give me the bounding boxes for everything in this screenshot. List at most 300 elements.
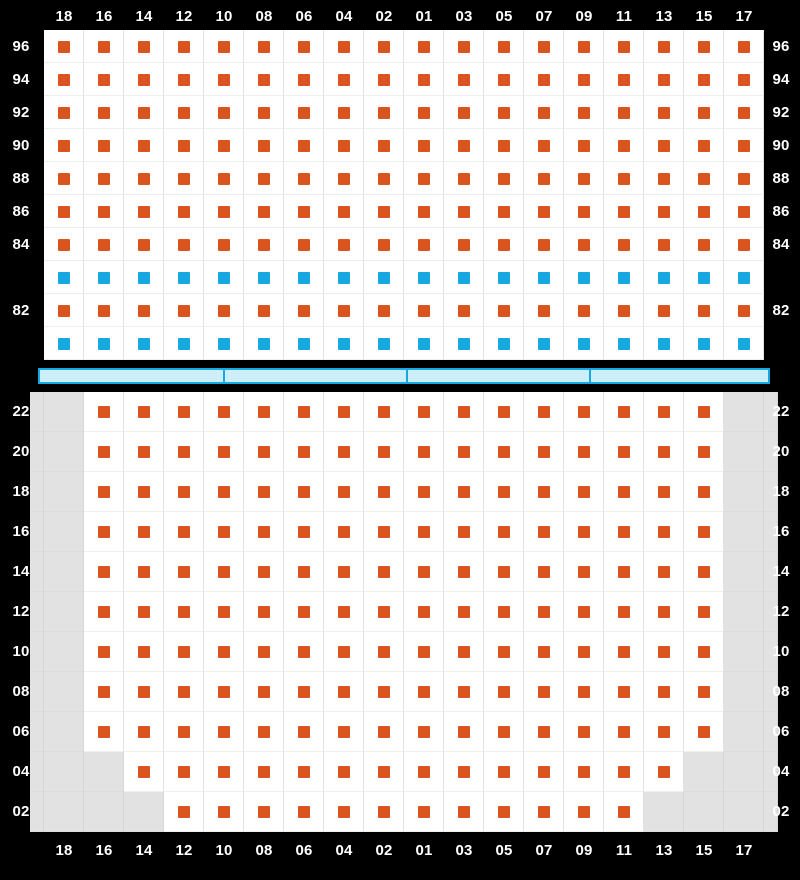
seat-22-02[interactable] xyxy=(378,406,390,418)
seat-82-03[interactable] xyxy=(458,305,470,317)
seat-06-07[interactable] xyxy=(538,726,550,738)
seat-10-15[interactable] xyxy=(698,646,710,658)
seat-96-09[interactable] xyxy=(578,41,590,53)
seat-02-07[interactable] xyxy=(538,806,550,818)
seat-84-14[interactable] xyxy=(138,239,150,251)
seat-08-08[interactable] xyxy=(258,686,270,698)
seat-06-13[interactable] xyxy=(658,726,670,738)
seat-82-10[interactable] xyxy=(218,305,230,317)
seat-20-05[interactable] xyxy=(498,446,510,458)
seat-92-18[interactable] xyxy=(58,107,70,119)
seat-90-01[interactable] xyxy=(418,140,430,152)
seat-18-03[interactable] xyxy=(458,486,470,498)
seat-96-12[interactable] xyxy=(178,41,190,53)
seat-90-09[interactable] xyxy=(578,140,590,152)
seat-16-05[interactable] xyxy=(498,526,510,538)
seat-82b-13[interactable] xyxy=(658,338,670,350)
seat-10-13[interactable] xyxy=(658,646,670,658)
seat-86-09[interactable] xyxy=(578,206,590,218)
seat-84-03[interactable] xyxy=(458,239,470,251)
seat-82-02[interactable] xyxy=(378,305,390,317)
seat-14-15[interactable] xyxy=(698,566,710,578)
seat-20-07[interactable] xyxy=(538,446,550,458)
seat-02-06[interactable] xyxy=(298,806,310,818)
seat-84b-14[interactable] xyxy=(138,272,150,284)
seat-94-07[interactable] xyxy=(538,74,550,86)
seat-82-06[interactable] xyxy=(298,305,310,317)
seat-14-04[interactable] xyxy=(338,566,350,578)
seat-04-11[interactable] xyxy=(618,766,630,778)
seat-94-12[interactable] xyxy=(178,74,190,86)
seat-96-05[interactable] xyxy=(498,41,510,53)
seat-90-10[interactable] xyxy=(218,140,230,152)
seat-88-17[interactable] xyxy=(738,173,750,185)
seat-88-12[interactable] xyxy=(178,173,190,185)
seat-82b-17[interactable] xyxy=(738,338,750,350)
seat-82b-06[interactable] xyxy=(298,338,310,350)
seat-22-06[interactable] xyxy=(298,406,310,418)
seat-84-09[interactable] xyxy=(578,239,590,251)
seat-90-12[interactable] xyxy=(178,140,190,152)
seat-82-17[interactable] xyxy=(738,305,750,317)
seat-04-05[interactable] xyxy=(498,766,510,778)
seat-08-04[interactable] xyxy=(338,686,350,698)
seat-92-06[interactable] xyxy=(298,107,310,119)
seat-18-11[interactable] xyxy=(618,486,630,498)
seat-16-16[interactable] xyxy=(98,526,110,538)
seat-84-13[interactable] xyxy=(658,239,670,251)
seat-88-13[interactable] xyxy=(658,173,670,185)
seat-92-10[interactable] xyxy=(218,107,230,119)
seat-96-16[interactable] xyxy=(98,41,110,53)
seat-94-06[interactable] xyxy=(298,74,310,86)
seat-92-02[interactable] xyxy=(378,107,390,119)
seat-96-06[interactable] xyxy=(298,41,310,53)
seat-18-13[interactable] xyxy=(658,486,670,498)
seat-84b-15[interactable] xyxy=(698,272,710,284)
seat-08-13[interactable] xyxy=(658,686,670,698)
seat-96-18[interactable] xyxy=(58,41,70,53)
seat-82b-14[interactable] xyxy=(138,338,150,350)
seat-82b-03[interactable] xyxy=(458,338,470,350)
seat-22-11[interactable] xyxy=(618,406,630,418)
seat-02-08[interactable] xyxy=(258,806,270,818)
seat-08-14[interactable] xyxy=(138,686,150,698)
seat-18-01[interactable] xyxy=(418,486,430,498)
seat-12-04[interactable] xyxy=(338,606,350,618)
seat-14-01[interactable] xyxy=(418,566,430,578)
seat-92-12[interactable] xyxy=(178,107,190,119)
seat-82b-05[interactable] xyxy=(498,338,510,350)
seat-04-09[interactable] xyxy=(578,766,590,778)
seat-94-13[interactable] xyxy=(658,74,670,86)
seat-08-07[interactable] xyxy=(538,686,550,698)
seat-84-10[interactable] xyxy=(218,239,230,251)
seat-94-01[interactable] xyxy=(418,74,430,86)
seat-88-15[interactable] xyxy=(698,173,710,185)
seat-02-01[interactable] xyxy=(418,806,430,818)
seat-14-11[interactable] xyxy=(618,566,630,578)
seat-04-13[interactable] xyxy=(658,766,670,778)
seat-88-05[interactable] xyxy=(498,173,510,185)
seat-82-11[interactable] xyxy=(618,305,630,317)
seat-82-07[interactable] xyxy=(538,305,550,317)
seat-84-12[interactable] xyxy=(178,239,190,251)
seat-06-16[interactable] xyxy=(98,726,110,738)
seat-08-15[interactable] xyxy=(698,686,710,698)
seat-10-03[interactable] xyxy=(458,646,470,658)
seat-94-17[interactable] xyxy=(738,74,750,86)
seat-84-15[interactable] xyxy=(698,239,710,251)
seat-04-02[interactable] xyxy=(378,766,390,778)
seat-90-16[interactable] xyxy=(98,140,110,152)
seat-90-14[interactable] xyxy=(138,140,150,152)
seat-92-04[interactable] xyxy=(338,107,350,119)
seat-82-09[interactable] xyxy=(578,305,590,317)
seat-82b-12[interactable] xyxy=(178,338,190,350)
seat-82b-08[interactable] xyxy=(258,338,270,350)
seat-82b-02[interactable] xyxy=(378,338,390,350)
seat-16-10[interactable] xyxy=(218,526,230,538)
seat-88-08[interactable] xyxy=(258,173,270,185)
seat-84-04[interactable] xyxy=(338,239,350,251)
seat-10-06[interactable] xyxy=(298,646,310,658)
seat-18-08[interactable] xyxy=(258,486,270,498)
seat-84-07[interactable] xyxy=(538,239,550,251)
seat-14-06[interactable] xyxy=(298,566,310,578)
seat-94-10[interactable] xyxy=(218,74,230,86)
seat-94-09[interactable] xyxy=(578,74,590,86)
seat-86-04[interactable] xyxy=(338,206,350,218)
seat-84b-17[interactable] xyxy=(738,272,750,284)
seat-82b-09[interactable] xyxy=(578,338,590,350)
seat-16-06[interactable] xyxy=(298,526,310,538)
seat-04-06[interactable] xyxy=(298,766,310,778)
seat-22-13[interactable] xyxy=(658,406,670,418)
seat-16-12[interactable] xyxy=(178,526,190,538)
seat-82-15[interactable] xyxy=(698,305,710,317)
seat-94-03[interactable] xyxy=(458,74,470,86)
seat-82b-10[interactable] xyxy=(218,338,230,350)
seat-82b-18[interactable] xyxy=(58,338,70,350)
seat-96-11[interactable] xyxy=(618,41,630,53)
seat-22-16[interactable] xyxy=(98,406,110,418)
seat-22-12[interactable] xyxy=(178,406,190,418)
seat-12-01[interactable] xyxy=(418,606,430,618)
seat-86-14[interactable] xyxy=(138,206,150,218)
seat-82-01[interactable] xyxy=(418,305,430,317)
seat-04-10[interactable] xyxy=(218,766,230,778)
seat-18-05[interactable] xyxy=(498,486,510,498)
seat-84-11[interactable] xyxy=(618,239,630,251)
seat-02-02[interactable] xyxy=(378,806,390,818)
seat-04-08[interactable] xyxy=(258,766,270,778)
seat-10-11[interactable] xyxy=(618,646,630,658)
seat-10-04[interactable] xyxy=(338,646,350,658)
seat-88-04[interactable] xyxy=(338,173,350,185)
seat-86-07[interactable] xyxy=(538,206,550,218)
seat-84b-10[interactable] xyxy=(218,272,230,284)
seat-88-01[interactable] xyxy=(418,173,430,185)
seat-22-04[interactable] xyxy=(338,406,350,418)
seat-18-16[interactable] xyxy=(98,486,110,498)
seat-18-12[interactable] xyxy=(178,486,190,498)
seat-18-10[interactable] xyxy=(218,486,230,498)
seat-18-09[interactable] xyxy=(578,486,590,498)
seat-20-06[interactable] xyxy=(298,446,310,458)
seat-08-01[interactable] xyxy=(418,686,430,698)
seat-88-10[interactable] xyxy=(218,173,230,185)
seat-82b-15[interactable] xyxy=(698,338,710,350)
seat-12-06[interactable] xyxy=(298,606,310,618)
seat-86-18[interactable] xyxy=(58,206,70,218)
seat-84b-02[interactable] xyxy=(378,272,390,284)
seat-12-05[interactable] xyxy=(498,606,510,618)
seat-12-09[interactable] xyxy=(578,606,590,618)
seat-82b-04[interactable] xyxy=(338,338,350,350)
seat-84b-04[interactable] xyxy=(338,272,350,284)
seat-06-04[interactable] xyxy=(338,726,350,738)
seat-96-13[interactable] xyxy=(658,41,670,53)
seat-20-04[interactable] xyxy=(338,446,350,458)
seat-84b-06[interactable] xyxy=(298,272,310,284)
seat-94-14[interactable] xyxy=(138,74,150,86)
seat-84b-11[interactable] xyxy=(618,272,630,284)
seat-22-03[interactable] xyxy=(458,406,470,418)
seat-20-10[interactable] xyxy=(218,446,230,458)
seat-94-02[interactable] xyxy=(378,74,390,86)
seat-08-12[interactable] xyxy=(178,686,190,698)
seat-82b-07[interactable] xyxy=(538,338,550,350)
seat-02-05[interactable] xyxy=(498,806,510,818)
seat-14-09[interactable] xyxy=(578,566,590,578)
seat-86-06[interactable] xyxy=(298,206,310,218)
seat-96-01[interactable] xyxy=(418,41,430,53)
seat-88-18[interactable] xyxy=(58,173,70,185)
seat-06-08[interactable] xyxy=(258,726,270,738)
seat-10-05[interactable] xyxy=(498,646,510,658)
seat-06-09[interactable] xyxy=(578,726,590,738)
seat-08-03[interactable] xyxy=(458,686,470,698)
seat-84-02[interactable] xyxy=(378,239,390,251)
seat-90-11[interactable] xyxy=(618,140,630,152)
seat-82-14[interactable] xyxy=(138,305,150,317)
seat-90-18[interactable] xyxy=(58,140,70,152)
seat-08-02[interactable] xyxy=(378,686,390,698)
seat-86-10[interactable] xyxy=(218,206,230,218)
seat-84-17[interactable] xyxy=(738,239,750,251)
seat-18-07[interactable] xyxy=(538,486,550,498)
seat-96-10[interactable] xyxy=(218,41,230,53)
seat-14-02[interactable] xyxy=(378,566,390,578)
seat-94-05[interactable] xyxy=(498,74,510,86)
seat-14-07[interactable] xyxy=(538,566,550,578)
seat-08-09[interactable] xyxy=(578,686,590,698)
seat-88-07[interactable] xyxy=(538,173,550,185)
seat-88-06[interactable] xyxy=(298,173,310,185)
seat-96-07[interactable] xyxy=(538,41,550,53)
seat-96-17[interactable] xyxy=(738,41,750,53)
seat-08-06[interactable] xyxy=(298,686,310,698)
seat-18-04[interactable] xyxy=(338,486,350,498)
seat-82-08[interactable] xyxy=(258,305,270,317)
seat-84b-07[interactable] xyxy=(538,272,550,284)
seat-16-02[interactable] xyxy=(378,526,390,538)
seat-84-05[interactable] xyxy=(498,239,510,251)
seat-08-16[interactable] xyxy=(98,686,110,698)
seat-96-04[interactable] xyxy=(338,41,350,53)
seat-16-01[interactable] xyxy=(418,526,430,538)
seat-82-16[interactable] xyxy=(98,305,110,317)
seat-02-03[interactable] xyxy=(458,806,470,818)
seat-20-03[interactable] xyxy=(458,446,470,458)
seat-82-18[interactable] xyxy=(58,305,70,317)
seat-86-03[interactable] xyxy=(458,206,470,218)
seat-94-15[interactable] xyxy=(698,74,710,86)
seat-20-13[interactable] xyxy=(658,446,670,458)
seat-86-16[interactable] xyxy=(98,206,110,218)
seat-22-09[interactable] xyxy=(578,406,590,418)
seat-92-15[interactable] xyxy=(698,107,710,119)
seat-84-01[interactable] xyxy=(418,239,430,251)
seat-90-06[interactable] xyxy=(298,140,310,152)
seat-12-02[interactable] xyxy=(378,606,390,618)
seat-96-08[interactable] xyxy=(258,41,270,53)
seat-92-09[interactable] xyxy=(578,107,590,119)
seat-12-03[interactable] xyxy=(458,606,470,618)
seat-86-11[interactable] xyxy=(618,206,630,218)
seat-12-15[interactable] xyxy=(698,606,710,618)
seat-14-05[interactable] xyxy=(498,566,510,578)
seat-84b-08[interactable] xyxy=(258,272,270,284)
seat-20-14[interactable] xyxy=(138,446,150,458)
seat-92-17[interactable] xyxy=(738,107,750,119)
seat-12-07[interactable] xyxy=(538,606,550,618)
seat-84-18[interactable] xyxy=(58,239,70,251)
seat-06-03[interactable] xyxy=(458,726,470,738)
seat-88-03[interactable] xyxy=(458,173,470,185)
seat-96-14[interactable] xyxy=(138,41,150,53)
seat-86-15[interactable] xyxy=(698,206,710,218)
seat-22-14[interactable] xyxy=(138,406,150,418)
seat-88-14[interactable] xyxy=(138,173,150,185)
seat-22-15[interactable] xyxy=(698,406,710,418)
seat-02-09[interactable] xyxy=(578,806,590,818)
seat-90-02[interactable] xyxy=(378,140,390,152)
seat-92-07[interactable] xyxy=(538,107,550,119)
seat-88-16[interactable] xyxy=(98,173,110,185)
seat-12-10[interactable] xyxy=(218,606,230,618)
seat-04-03[interactable] xyxy=(458,766,470,778)
seat-16-15[interactable] xyxy=(698,526,710,538)
seat-10-01[interactable] xyxy=(418,646,430,658)
seat-06-12[interactable] xyxy=(178,726,190,738)
seat-12-13[interactable] xyxy=(658,606,670,618)
seat-14-12[interactable] xyxy=(178,566,190,578)
seat-96-15[interactable] xyxy=(698,41,710,53)
seat-84b-03[interactable] xyxy=(458,272,470,284)
seat-86-02[interactable] xyxy=(378,206,390,218)
seat-02-10[interactable] xyxy=(218,806,230,818)
seat-14-14[interactable] xyxy=(138,566,150,578)
seat-94-18[interactable] xyxy=(58,74,70,86)
seat-96-03[interactable] xyxy=(458,41,470,53)
seat-86-08[interactable] xyxy=(258,206,270,218)
seat-82b-11[interactable] xyxy=(618,338,630,350)
seat-02-04[interactable] xyxy=(338,806,350,818)
seat-92-11[interactable] xyxy=(618,107,630,119)
seat-14-10[interactable] xyxy=(218,566,230,578)
seat-86-13[interactable] xyxy=(658,206,670,218)
seat-94-08[interactable] xyxy=(258,74,270,86)
seat-04-12[interactable] xyxy=(178,766,190,778)
seat-82-04[interactable] xyxy=(338,305,350,317)
seat-10-07[interactable] xyxy=(538,646,550,658)
seat-16-14[interactable] xyxy=(138,526,150,538)
seat-88-02[interactable] xyxy=(378,173,390,185)
seat-84-16[interactable] xyxy=(98,239,110,251)
seat-08-11[interactable] xyxy=(618,686,630,698)
seat-84b-12[interactable] xyxy=(178,272,190,284)
seat-20-08[interactable] xyxy=(258,446,270,458)
seat-22-08[interactable] xyxy=(258,406,270,418)
seat-10-02[interactable] xyxy=(378,646,390,658)
seat-14-03[interactable] xyxy=(458,566,470,578)
seat-82-13[interactable] xyxy=(658,305,670,317)
seat-12-08[interactable] xyxy=(258,606,270,618)
seat-12-12[interactable] xyxy=(178,606,190,618)
seat-18-15[interactable] xyxy=(698,486,710,498)
seat-92-03[interactable] xyxy=(458,107,470,119)
seat-02-11[interactable] xyxy=(618,806,630,818)
seat-06-11[interactable] xyxy=(618,726,630,738)
seat-90-08[interactable] xyxy=(258,140,270,152)
seat-18-06[interactable] xyxy=(298,486,310,498)
seat-18-14[interactable] xyxy=(138,486,150,498)
seat-84b-01[interactable] xyxy=(418,272,430,284)
seat-10-14[interactable] xyxy=(138,646,150,658)
seat-06-10[interactable] xyxy=(218,726,230,738)
seat-90-04[interactable] xyxy=(338,140,350,152)
seat-86-01[interactable] xyxy=(418,206,430,218)
seat-20-01[interactable] xyxy=(418,446,430,458)
seat-84-06[interactable] xyxy=(298,239,310,251)
seat-82-12[interactable] xyxy=(178,305,190,317)
seat-90-17[interactable] xyxy=(738,140,750,152)
seat-90-07[interactable] xyxy=(538,140,550,152)
seat-14-08[interactable] xyxy=(258,566,270,578)
seat-16-07[interactable] xyxy=(538,526,550,538)
seat-16-04[interactable] xyxy=(338,526,350,538)
seat-12-11[interactable] xyxy=(618,606,630,618)
seat-22-07[interactable] xyxy=(538,406,550,418)
seat-06-01[interactable] xyxy=(418,726,430,738)
seat-08-05[interactable] xyxy=(498,686,510,698)
seat-16-03[interactable] xyxy=(458,526,470,538)
seat-88-11[interactable] xyxy=(618,173,630,185)
seat-86-12[interactable] xyxy=(178,206,190,218)
seat-04-01[interactable] xyxy=(418,766,430,778)
seat-92-14[interactable] xyxy=(138,107,150,119)
seat-92-08[interactable] xyxy=(258,107,270,119)
seat-96-02[interactable] xyxy=(378,41,390,53)
seat-94-11[interactable] xyxy=(618,74,630,86)
seat-20-11[interactable] xyxy=(618,446,630,458)
seat-86-05[interactable] xyxy=(498,206,510,218)
seat-92-16[interactable] xyxy=(98,107,110,119)
seat-16-09[interactable] xyxy=(578,526,590,538)
seat-06-02[interactable] xyxy=(378,726,390,738)
